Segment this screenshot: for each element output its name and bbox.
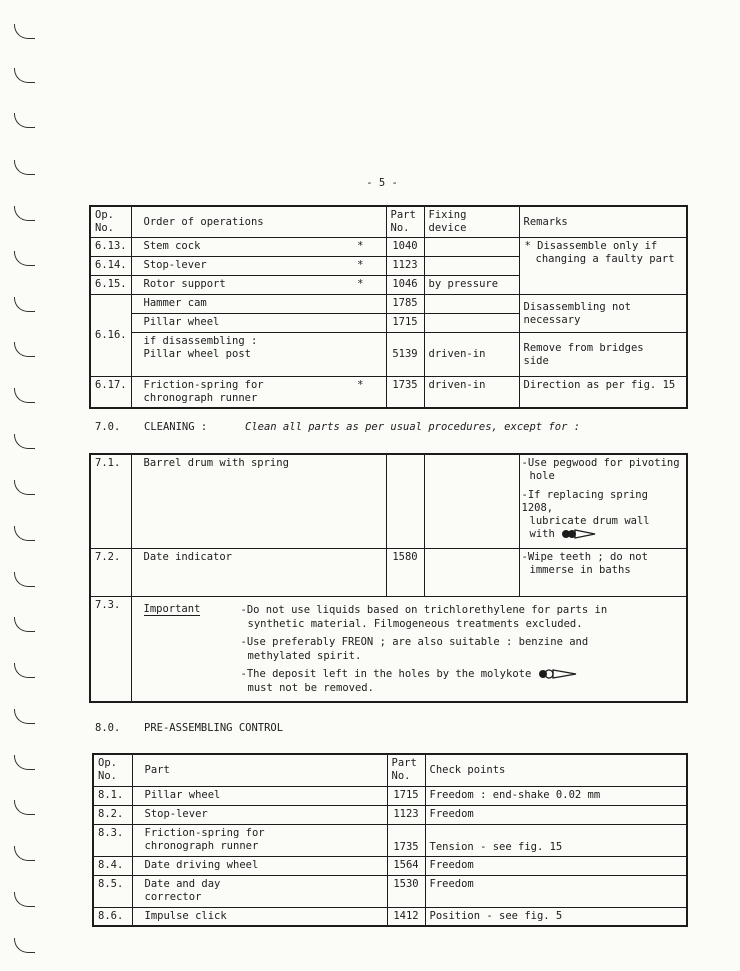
operation-name: Pillar wheel <box>131 314 386 333</box>
empty-cell <box>424 548 519 596</box>
remark-oil-line <box>522 528 683 541</box>
table-row <box>93 824 687 856</box>
important-text: -Use preferably FREON ; are also suitable : benzine and <box>240 635 589 648</box>
operation-name <box>131 257 386 276</box>
op-number: 8.2. <box>93 805 132 824</box>
header-order: Order of operations <box>131 206 386 238</box>
operation-name: Hammer cam <box>131 295 386 314</box>
check-point: Freedom <box>425 805 687 824</box>
important-text: must not be removed. <box>247 681 374 694</box>
header-op-no: Op. No. <box>93 754 132 786</box>
binding-mark <box>14 388 35 403</box>
table-row <box>93 907 687 926</box>
check-point: Position - see fig. 5 <box>425 907 687 926</box>
part-name: Impulse click <box>132 907 387 926</box>
important-cell <box>131 596 687 702</box>
part-number: 5139 <box>386 333 424 377</box>
operation-text: Stem cock <box>143 240 201 252</box>
part-name: Stop-lever <box>132 805 387 824</box>
op-number: 7.3. <box>90 596 131 702</box>
part-number: 1715 <box>386 314 424 333</box>
item-name: Barrel drum with spring <box>131 454 386 548</box>
remark-text: Direction as per fig. 15 <box>519 377 687 409</box>
remark-cell <box>519 333 687 377</box>
table-row <box>90 238 687 257</box>
check-point: Tension - see fig. 15 <box>425 824 687 856</box>
header-part: Part <box>132 754 387 786</box>
operation-name <box>131 276 386 295</box>
remark-text: -If replacing spring 1208, <box>521 489 648 514</box>
binding-mark <box>14 892 35 907</box>
remark-text: immerse in baths <box>529 563 631 576</box>
op-number: 8.6. <box>93 907 132 926</box>
star-marker: * <box>357 240 364 252</box>
part-number: 1123 <box>387 805 425 824</box>
empty-cell <box>424 454 519 548</box>
fixing-device: driven-in <box>424 377 519 409</box>
remark-cell <box>519 548 687 596</box>
important-label: Important <box>143 602 201 615</box>
table-row <box>90 596 687 702</box>
binding-mark <box>14 800 35 815</box>
op-number: 6.16. <box>90 295 131 377</box>
header-op-no: Op. No. <box>90 206 131 238</box>
remark-text: changing a faulty part <box>535 253 675 265</box>
header-check-points: Check points <box>425 754 687 786</box>
remark-text: Remove from bridges <box>523 341 644 354</box>
binding-mark <box>14 526 35 541</box>
remark-text: -Use pegwood for pivoting <box>521 457 680 469</box>
op-number: 6.14. <box>90 257 131 276</box>
important-text: -Do not use liquids based on trichlorethylene for parts in <box>240 603 608 616</box>
part-name: Pillar wheel <box>132 786 387 805</box>
part-number: 1040 <box>386 238 424 257</box>
remark-text: hole <box>529 470 555 482</box>
item-name: Date indicator <box>131 548 386 596</box>
fixing-device: driven-in <box>424 333 519 377</box>
part-number: 1046 <box>386 276 424 295</box>
binding-mark <box>14 342 35 357</box>
binding-mark <box>14 113 35 128</box>
part-name-text: corrector <box>144 890 202 903</box>
binding-mark <box>14 160 35 175</box>
remark-text: with <box>529 528 555 540</box>
operation-text: chronograph runner <box>143 392 258 404</box>
oil-symbol-icon <box>561 528 597 540</box>
operation-text: Friction-spring for <box>143 379 264 391</box>
remark-text: lubricate drum wall <box>529 515 650 527</box>
binding-mark <box>14 24 35 39</box>
part-number: 1715 <box>387 786 425 805</box>
op-number: 8.1. <box>93 786 132 805</box>
binding-mark <box>14 755 35 770</box>
operation-text: Stop-lever <box>143 259 207 271</box>
star-marker: * <box>357 278 364 290</box>
fixing-device <box>424 295 519 314</box>
check-point: Freedom : end-shake 0.02 mm <box>425 786 687 805</box>
remark-cell <box>519 238 687 295</box>
binding-mark <box>14 617 35 632</box>
table-row <box>90 333 687 377</box>
header-part-no: Part No. <box>386 206 424 238</box>
binding-mark <box>14 846 35 861</box>
fixing-device <box>424 257 519 276</box>
table-row <box>93 875 687 907</box>
section-label: CLEANING : <box>144 421 208 433</box>
check-point: Freedom <box>425 856 687 875</box>
op-number: 7.2. <box>90 548 131 596</box>
operation-text: Rotor support <box>143 278 226 290</box>
binding-mark <box>14 68 35 83</box>
remark-cell <box>519 295 687 333</box>
part-name-text: Friction-spring for <box>144 826 265 839</box>
op-number: 6.13. <box>90 238 131 257</box>
preassembling-heading <box>95 722 283 734</box>
header-part-no: Part No. <box>387 754 425 786</box>
star-marker: * <box>357 259 364 271</box>
op-number: 8.4. <box>93 856 132 875</box>
part-number <box>386 454 424 548</box>
op-number: 7.1. <box>90 454 131 548</box>
important-text: methylated spirit. <box>247 649 362 662</box>
section-number: 7.0. <box>95 421 121 433</box>
part-name <box>132 824 387 856</box>
part-name-text: Date and day <box>144 877 221 890</box>
op-number: 6.17. <box>90 377 131 409</box>
remark-text: side <box>523 354 549 367</box>
important-text: -The deposit left in the holes by the molykote <box>240 667 532 680</box>
binding-mark <box>14 251 35 266</box>
part-name-text: chronograph runner <box>144 839 259 852</box>
part-name <box>132 875 387 907</box>
section-number: 8.0. <box>95 722 121 734</box>
operations-table <box>89 205 688 409</box>
part-number: 1735 <box>386 377 424 409</box>
remark-text: Disassembling not <box>523 300 631 313</box>
cleaning-heading <box>95 421 580 433</box>
remark-cell <box>519 454 687 548</box>
section-text: Clean all parts as per usual procedures, except for : <box>245 421 581 433</box>
op-number: 8.3. <box>93 824 132 856</box>
operation-name <box>131 333 386 377</box>
cleaning-table <box>89 453 688 703</box>
fixing-device <box>424 314 519 333</box>
fixing-device: by pressure <box>424 276 519 295</box>
operation-name <box>131 377 386 409</box>
table-row <box>90 295 687 314</box>
oil-symbol-icon <box>538 668 578 680</box>
binding-mark <box>14 663 35 678</box>
table-row <box>93 786 687 805</box>
preassembling-table <box>92 753 688 927</box>
binding-mark <box>14 434 35 449</box>
op-number: 6.15. <box>90 276 131 295</box>
part-number: 1735 <box>387 824 425 856</box>
table-header-row <box>90 206 687 238</box>
binding-mark <box>14 709 35 724</box>
page-number: - 5 - <box>366 177 398 189</box>
section-label: PRE-ASSEMBLING CONTROL <box>144 722 284 734</box>
part-number: 1123 <box>386 257 424 276</box>
part-name: Date driving wheel <box>132 856 387 875</box>
fixing-device <box>424 238 519 257</box>
operation-text: Pillar wheel post <box>143 348 251 360</box>
op-number: 8.5. <box>93 875 132 907</box>
table-row <box>93 856 687 875</box>
part-number: 1564 <box>387 856 425 875</box>
part-number: 1785 <box>386 295 424 314</box>
binding-mark <box>14 480 35 495</box>
table-header-row <box>93 754 687 786</box>
part-number: 1412 <box>387 907 425 926</box>
part-number: 1580 <box>386 548 424 596</box>
star-marker: * <box>357 379 364 391</box>
table-row <box>90 454 687 548</box>
binding-mark <box>14 297 35 312</box>
table-row <box>93 805 687 824</box>
important-text: synthetic material. Filmogeneous treatments excluded. <box>247 617 583 630</box>
header-fixing: Fixing device <box>424 206 519 238</box>
part-number: 1530 <box>387 875 425 907</box>
table-row <box>90 377 687 409</box>
operation-name <box>131 238 386 257</box>
check-point: Freedom <box>425 875 687 907</box>
binding-mark <box>14 938 35 953</box>
remark-text: * Disassemble only if <box>524 240 658 252</box>
remark-text: -Wipe teeth ; do not <box>521 550 648 563</box>
operation-text: if disassembling : <box>143 335 258 347</box>
binding-mark <box>14 206 35 221</box>
remark-text: necessary <box>523 313 581 326</box>
header-remarks: Remarks <box>519 206 687 238</box>
table-row <box>90 548 687 596</box>
binding-mark <box>14 572 35 587</box>
